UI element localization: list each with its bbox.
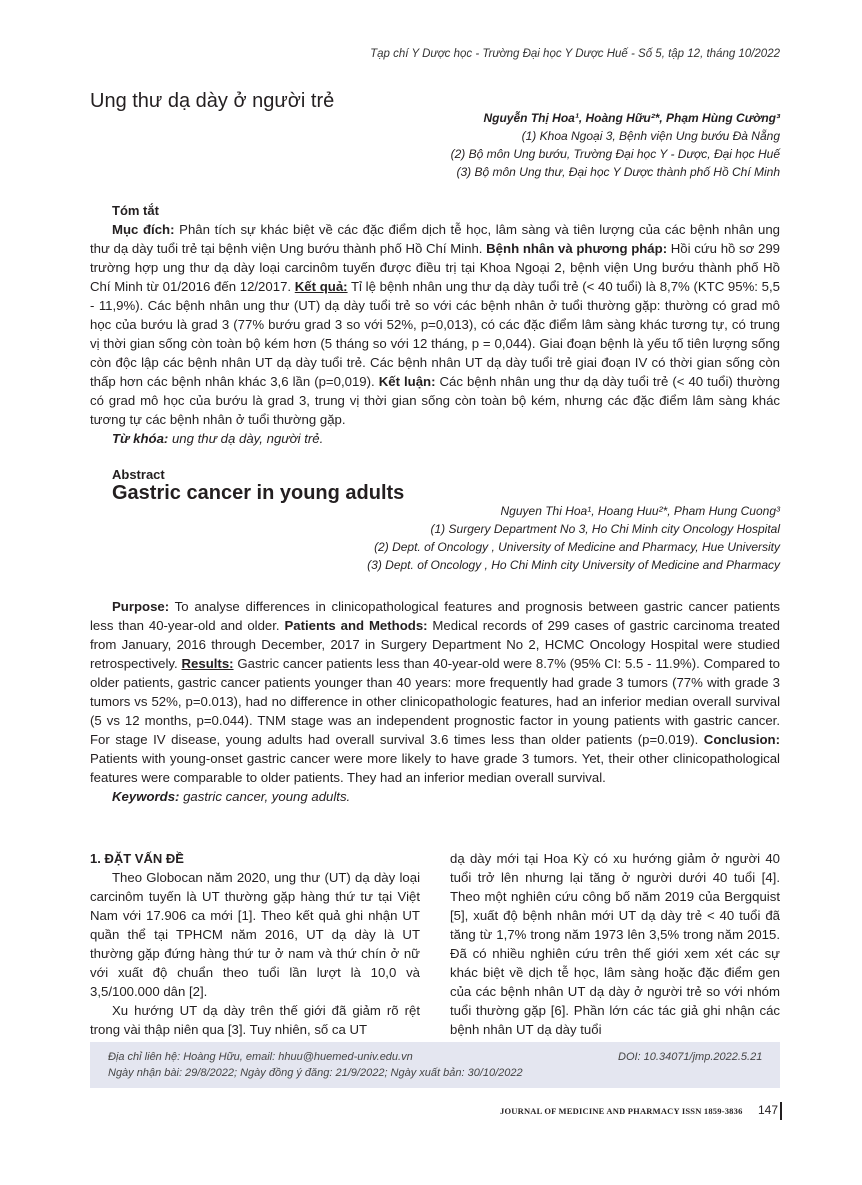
keywords-label-vn: Từ khóa: xyxy=(112,431,169,446)
running-header: Tạp chí Y Dược học - Trường Đại học Y Dược Huế - Số 5, tập 12, tháng 10/2022 xyxy=(370,48,780,60)
affiliation-vn-3: (3) Bộ môn Ung thư, Đại học Y Dược thành phố Hồ Chí Minh xyxy=(456,165,780,179)
abstract-en xyxy=(90,597,780,806)
affiliation-vn-2: (2) Bộ môn Ung bướu, Trường Đại học Y - Dược, Đại học Huế xyxy=(450,147,780,161)
abstract-vn-paragraph xyxy=(90,220,780,429)
body-column-right xyxy=(450,849,780,1039)
article-title-vn: Ung thư dạ dày ở người trẻ xyxy=(90,90,335,112)
abstract-heading-en: Abstract xyxy=(112,467,165,482)
author-names-vn: Nguyễn Thị Hoa¹, Hoàng Hữu²*, Phạm Hùng Cường³ xyxy=(483,111,780,125)
author-block-en xyxy=(367,502,780,574)
results-label-vn: Kết quả: xyxy=(294,279,348,294)
footer-journal-name: JOURNAL OF MEDICINE AND PHARMACY ISSN 1859-3836 xyxy=(500,1106,743,1116)
body-paragraph: Xu hướng UT dạ dày trên thế giới đã giảm rõ rệt trong vài thập niên qua [3]. Tuy nhiên, số ca UT xyxy=(90,1003,420,1037)
purpose-text-en: To analyse differences in clinicopathological features and prognosis between gastric cancer patients less than 40-year-old and older. xyxy=(90,599,780,633)
page-number: 147 xyxy=(758,1103,779,1117)
contact-info-box xyxy=(90,1042,780,1088)
contact-address: Địa chỉ liên hệ: Hoàng Hữu, email: hhuu@huemed-univ.edu.vn xyxy=(108,1051,413,1063)
abstract-en-paragraph xyxy=(90,597,780,787)
keywords-text-en: gastric cancer, young adults. xyxy=(179,789,351,804)
affiliation-en-3: (3) Dept. of Oncology , Ho Chi Minh city University of Medicine and Pharmacy xyxy=(367,558,780,572)
methods-text-en: Medical records of 299 cases of gastric carcinoma treated from January, 2016 through December, 2017 in Surgery Department No 2, HCMC Oncology Hospital were studied retrospectively. xyxy=(90,618,780,671)
body-paragraph: dạ dày mới tại Hoa Kỳ có xu hướng giảm ở người 40 tuổi trở lên nhưng lại tăng ở người dưới 40 tuổi [4]. Theo một nghiên cứu công bố năm 2019 của Bergquist [5], xuất độ bệnh nhân mới UT dạ dày trẻ < 40 tuổi đã tăng từ 1,7% trong năm 1973 lên 3,5% trong năm 2015. Đã có nhiều nghiên cứu trên thế giới xem xét các sự khác biệt về dịch tễ học, lâm sàng hoặc đặc điểm gen của các bệnh nhân UT dạ dày ở người trẻ so với nhóm tuổi thường gặp [6]. Phần lớn các tác giả ghi nhận các bệnh nhân UT dạ dày tuổi xyxy=(450,851,780,1037)
keywords-vn xyxy=(90,429,780,448)
publication-dates: Ngày nhận bài: 29/8/2022; Ngày đồng ý đăng: 21/9/2022; Ngày xuất bản: 30/10/2022 xyxy=(108,1067,523,1079)
conclusion-label-en: Conclusion: xyxy=(703,732,780,747)
article-title-en: Gastric cancer in young adults xyxy=(112,482,405,504)
body-column-left xyxy=(90,849,420,1039)
doi-label: DOI: 10.34071/jmp.2022.5.21 xyxy=(618,1051,763,1063)
conclusion-label-vn: Kết luận: xyxy=(378,374,436,389)
methods-label-en: Patients and Methods: xyxy=(284,618,428,633)
affiliation-en-2: (2) Dept. of Oncology , University of Medicine and Pharmacy, Hue University xyxy=(374,540,780,554)
abstract-vn xyxy=(90,220,780,448)
body-paragraph: Theo Globocan năm 2020, ung thư (UT) dạ dày loại carcinôm tuyến là UT thường gặp hàng thứ tư tại Việt Nam với 17.906 ca mới [1]. Theo kết quả ghi nhận UT quần thể tại TPHCM năm 2016, UT dạ dày là UT thường gặp đứng hàng thứ tư ở nam và thứ chín ở nữ với xuất độ chuẩn theo tuổi lần lượt là 10,0 và 3,5/100.000 dân [2]. xyxy=(90,870,420,999)
summary-heading-vn: Tóm tắt xyxy=(112,203,159,218)
keywords-label-en: Keywords: xyxy=(112,789,180,804)
keywords-en xyxy=(90,787,780,806)
results-text-en: Gastric cancer patients less than 40-year-old were 8.7% (95% CI: 5.5 - 11.9%). Compared to older patients, gastric cancer patients younger than 40 years: more frequently had grade 3 tumors (77% with grade 3 tumors vs 52%, p=0.013), had no difference in other clinicopathologic features, had an inferior median overall survival (5 vs 12 months, p=0.044). TNM stage was an independent prognostic factor in young patients with gastric cancer. For stage IV disease, young adults had overall survival 3.6 times less than older patients (p=0.019). xyxy=(90,656,780,747)
affiliation-en-1: (1) Surgery Department No 3, Ho Chi Minh city Oncology Hospital xyxy=(430,522,780,536)
keywords-text-vn: ung thư dạ dày, người trẻ. xyxy=(168,431,324,446)
footer-divider xyxy=(780,1102,782,1120)
methods-label-vn: Bệnh nhân và phương pháp: xyxy=(486,241,668,256)
author-names-en: Nguyen Thi Hoa¹, Hoang Huu²*, Pham Hung Cuong³ xyxy=(500,504,780,518)
purpose-text-vn: Phân tích sự khác biệt về các đặc điểm dịch tễ học, lâm sàng và tiên lượng của các bệnh nhân ung thư dạ dày tuổi trẻ tại bệnh viện Ung bướu thành phố Hồ Chí Minh. xyxy=(90,222,780,256)
results-text-vn: Tỉ lệ bệnh nhân ung thư dạ dày tuổi trẻ (< 40 tuổi) là 8,7% (KTC 95%: 5,5 - 11,9%). Các bệnh nhân ung thư (UT) dạ dày tuổi trẻ so với các bệnh nhân ở tuổi thường gặp: thường có grad mô học của bướu là grad 3 (77% bướu grad 3 so với 52%, p=0,013), có các đặc điểm lâm sàng khác tương tự, có trung vị thời gian sống còn toàn bộ kém hơn (5 tháng so với 12 tháng, p = 0,044). Giai đoạn bệnh là yếu tố tiên lượng sống còn độc lập các bệnh nhân UT dạ dày tuổi trẻ. Các bệnh nhân UT dạ dày tuổi trẻ giai đoạn IV có thời gian sống còn thấp hơn các bệnh nhân khác 3,6 lần (p=0,019). xyxy=(90,279,780,389)
purpose-label-vn: Mục đích: xyxy=(112,222,175,237)
results-label-en: Results: xyxy=(181,656,234,671)
purpose-label-en: Purpose: xyxy=(112,599,170,614)
methods-text-vn: Hồi cứu hồ sơ 299 trường hợp ung thư dạ dày loại carcinôm tuyến được điều trị tại Khoa Ngoại 2, bệnh viện Ung bướu thành phố Hồ Chí Minh từ 01/2016 đến 12/2017. xyxy=(90,241,780,294)
author-block-vn xyxy=(451,109,780,181)
conclusion-text-vn: Các bệnh nhân ung thư dạ dày tuổi trẻ (< 40 tuổi) thường có grad mô học của bướu là grad 3, trung vị thời gian sống còn toàn bộ kém, nhưng các đặc điểm lâm sàng khác tương tự các bệnh nhân ở tuổi thường gặp. xyxy=(90,374,780,427)
section-heading-introduction: 1. ĐẶT VẤN ĐỀ xyxy=(90,851,184,866)
conclusion-text-en: Patients with young-onset gastric cancer were more likely to have grade 3 tumors. Yet, their other clinicopathological features were comparable to older patients. They had an inferior median overall survival. xyxy=(90,751,780,785)
affiliation-vn-1: (1) Khoa Ngoại 3, Bệnh viện Ung bướu Đà Nẵng xyxy=(521,129,780,143)
